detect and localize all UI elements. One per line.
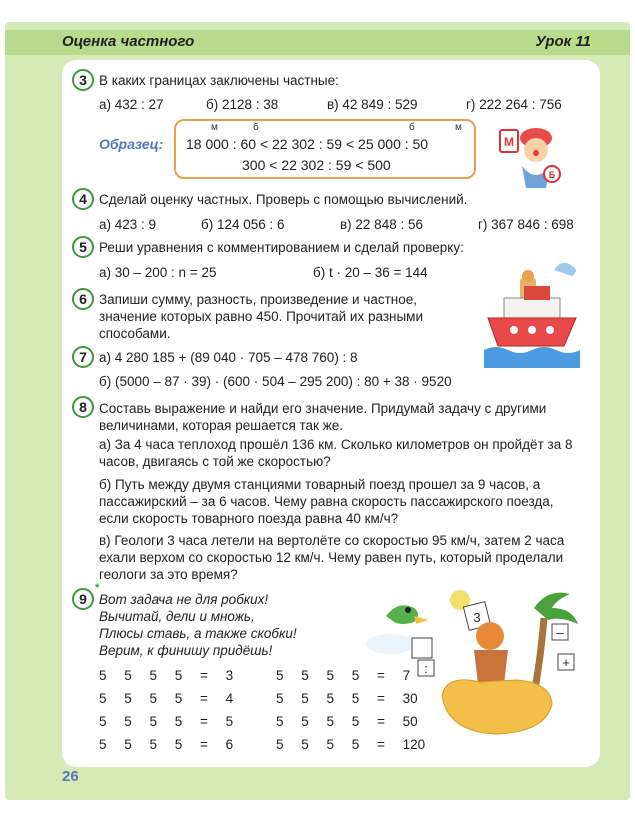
task-6-badge: 6 — [72, 288, 94, 310]
expression-right-3: 5 5 5 5 = 50 — [276, 714, 418, 729]
task-4-item-a: а) 423 : 9 — [99, 217, 157, 232]
task-5-item-b: б) t · 20 – 36 = 144 — [313, 265, 428, 280]
task-3-question: В каких границах заключены частные: — [99, 73, 339, 88]
task-5-question: Реши уравнения с комментированием и сделай проверку: — [99, 240, 464, 255]
task-8-c: в) Геологи 3 часа летели на вертолёте со скоростью 95 км/ч, затем 2 часа ехали верхом со скоростью 12 км/ч. Чему равен путь, который проделали геологи за это время? — [99, 533, 565, 582]
task-3-item-b: б) 2128 : 38 — [206, 97, 279, 112]
task-8-intro: Составь выражение и найди его значение. Придумай задачу с другими величинами, которая решается так же. — [99, 401, 547, 433]
topic-title: Оценка частного — [62, 33, 195, 50]
mark-b-2: б — [409, 122, 415, 133]
mark-b-1: б — [253, 122, 259, 133]
expression-left-3: 5 5 5 5 = 5 — [99, 714, 234, 729]
task-7-badge: 7 — [72, 346, 94, 368]
sign-colon: : — [424, 661, 428, 676]
task-3-item-a: а) 432 : 27 — [99, 97, 164, 112]
task-4-item-c: в) 22 848 : 56 — [340, 217, 423, 232]
task-4-item-b: б) 124 056 : 6 — [201, 217, 285, 232]
sign-plus: + — [562, 655, 570, 670]
task-9-star: * — [95, 582, 100, 594]
mark-m-2: м — [455, 122, 462, 133]
sample-line-2: 300 < 22 302 : 59 < 500 — [242, 157, 391, 173]
task-8-badge: 8 — [72, 396, 94, 418]
task-5-item-a: а) 30 – 200 : n = 25 — [99, 265, 217, 280]
page-number: 26 — [62, 768, 79, 785]
poem-line-1: Вот задача не для робких! — [99, 592, 269, 607]
poem-line-4: Верим, к финишу придёшь! — [99, 643, 273, 658]
clown-letter-b: Б — [548, 170, 556, 180]
task-8-b: б) Путь между двумя станциями товарный поезд прошел за 9 часов, а пассажирский – за 6 часов. Чему равна скорость пассажирского поезда, если скорость товарного поезда равна 40 км/ч? — [99, 477, 554, 526]
task-3-item-c: в) 42 849 : 529 — [327, 97, 418, 112]
task-9-badge: 9 — [72, 588, 94, 610]
expression-left-2: 5 5 5 5 = 4 — [99, 691, 234, 706]
island-illustration — [356, 586, 586, 738]
task-3-item-d: г) 222 264 : 756 — [466, 97, 562, 112]
sample-line-1: 18 000 : 60 < 22 302 : 59 < 25 000 : 50 — [186, 136, 429, 152]
expression-left-4: 5 5 5 5 = 6 — [99, 737, 234, 752]
task-4-item-d: г) 367 846 : 698 — [478, 217, 574, 232]
expression-left-1: 5 5 5 5 = 3 — [99, 668, 234, 683]
task-4-badge: 4 — [72, 188, 94, 210]
task-3-badge: 3 — [72, 69, 94, 91]
poem-line-3: Плюсы ставь, а также скобки! — [99, 626, 297, 641]
expression-right-4: 5 5 5 5 = 120 — [276, 737, 426, 752]
task-7-item-a: а) 4 280 185 + (89 040 · 705 – 478 760) : 8 — [99, 350, 358, 365]
sign-minus: – — [556, 625, 564, 640]
lesson-title: Урок 11 — [535, 33, 591, 50]
expression-right-2: 5 5 5 5 = 30 — [276, 691, 418, 706]
ship-illustration — [484, 258, 580, 368]
task-6-text: Запиши сумму, разность, произведение и частное, значение которых равно 450. Прочитай их разными способами. — [99, 292, 424, 341]
card-digit: 3 — [473, 610, 481, 625]
clown-illustration — [496, 118, 568, 190]
task-7-item-b: б) (5000 – 87 · 39) · (600 · 504 – 295 200) : 80 + 38 · 9520 — [99, 374, 452, 389]
task-4-question: Сделай оценку частных. Проверь с помощью вычислений. — [99, 192, 468, 207]
clown-letter-m: М — [504, 135, 514, 149]
poem-line-2: Вычитай, дели и множь, — [99, 609, 255, 624]
sample-label: Образец: — [99, 136, 164, 152]
task-8-a: а) За 4 часа теплоход прошёл 136 км. Сколько километров он пройдёт за 8 часов, двигаясь с той же скоростью? — [99, 437, 573, 469]
mark-m-1: м — [211, 122, 218, 133]
expression-right-1: 5 5 5 5 = 7 — [276, 668, 411, 683]
task-5-badge: 5 — [72, 236, 94, 258]
